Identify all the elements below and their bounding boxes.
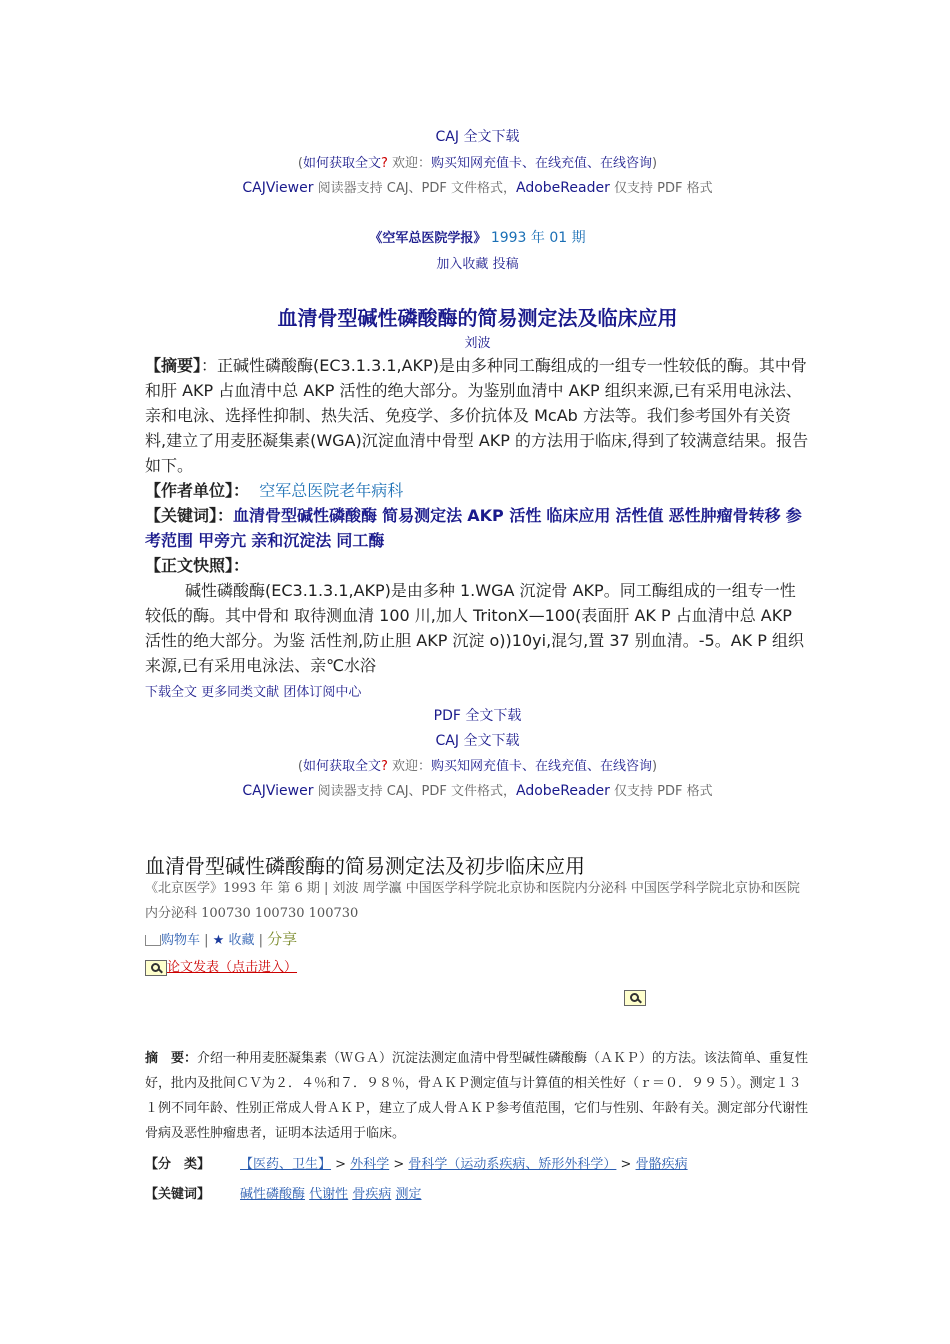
keywords-label: 【关键词】：	[145, 506, 234, 525]
publish-link[interactable]: 论文发表（点击进入）	[167, 960, 298, 975]
abstract2-text: 介绍一种用麦胚凝集素（ＷＧＡ）沉淀法测定血清中骨型碱性磷酸酶（ＡＫＰ）的方法。该法简单、重复性好，批内及批间ＣＶ为２．４％和７．９８％，骨ＡＫＰ测定值与计算值的相关性好（ｒ＝０．９９５）。测定１３１例不同年龄、性别正常成人骨ＡＫＰ，建立了成人骨ＡＫＰ参考值范围，它们与性别、年龄有关。测定部分代谢性骨病及恶性肿瘤患者，证明本法适用于临床。	[145, 1051, 809, 1141]
search-icon[interactable]	[624, 990, 646, 1006]
affiliation-label: 【作者单位】：	[145, 481, 250, 500]
article2-keywords	[145, 1182, 810, 1207]
buy-card-link[interactable]: 购买知网充值卡、在线充值、在线咨询	[431, 759, 653, 774]
favorite-link[interactable]: 收藏	[228, 933, 255, 948]
article2-abstract	[145, 1046, 810, 1146]
category-link[interactable]: 外科学	[350, 1157, 390, 1172]
reader-support-line-2	[145, 780, 810, 799]
journal-actions	[145, 253, 810, 272]
keyword-link[interactable]: 活性值	[615, 506, 664, 525]
abstract-label: 【摘要】	[145, 356, 202, 375]
keyword-link[interactable]: 参考范围	[145, 506, 802, 550]
publish-line	[145, 956, 810, 976]
how-to-get-link[interactable]: 如何获取全文	[302, 759, 381, 774]
keyword-link[interactable]: 临床应用	[546, 506, 611, 525]
adobereader-link[interactable]: AdobeReader	[516, 180, 610, 196]
cajviewer-link[interactable]: CAJViewer	[242, 180, 314, 196]
cart-link[interactable]: 购物车	[161, 933, 201, 948]
paren-open: (	[297, 156, 303, 171]
keyword2-link[interactable]: 碱性磷酸酶	[240, 1187, 306, 1202]
welcome-text: 欢迎：	[387, 759, 432, 774]
caj-download-top[interactable]	[145, 126, 810, 146]
download-full-link[interactable]: 下载全文	[145, 685, 198, 700]
adobereader-link[interactable]: AdobeReader	[516, 783, 610, 799]
article1-title: 血清骨型碱性磷酸酶的简易测定法及临床应用	[277, 306, 678, 330]
snapshot-label: 【正文快照】：	[145, 556, 250, 575]
how-to-get-line	[145, 152, 810, 171]
submit-link[interactable]: 投稿	[492, 257, 519, 272]
affiliation-link[interactable]: 空军总医院老年病科	[259, 481, 404, 500]
question-mark: ?	[380, 759, 388, 774]
keyword2-link[interactable]: 骨疾病	[352, 1187, 392, 1202]
keyword-link[interactable]: 亲和沉淀法	[251, 531, 332, 550]
how-to-get-link[interactable]: 如何获取全文	[302, 156, 381, 171]
article2-actions	[145, 928, 810, 949]
separator: |	[200, 933, 213, 948]
keyword-link[interactable]: 同工酶	[336, 531, 385, 550]
caj-download-mid[interactable]	[145, 730, 810, 750]
star-icon: ★	[212, 933, 225, 948]
category-link[interactable]: 骨科学（运动系疾病、矫形外科学）	[408, 1157, 617, 1172]
share-link[interactable]: 分享	[267, 930, 298, 948]
category-link[interactable]: 骨骼疾病	[635, 1157, 688, 1172]
journal-name-link[interactable]: 《空军总医院学报》	[369, 231, 487, 246]
keywords2-label: 【关键词】	[145, 1187, 211, 1202]
group-subscribe-link[interactable]: 团体订阅中心	[283, 685, 362, 700]
paren-close: )	[652, 759, 658, 774]
category-sep: >	[616, 1157, 636, 1172]
caj-download-link-2[interactable]: CAJ 全文下载	[435, 733, 520, 749]
abstract2-label: 摘 要：	[145, 1051, 198, 1066]
snapshot-label-line	[145, 553, 810, 578]
floating-icon-wrap	[624, 987, 646, 1006]
reader-support-text: 阅读器支持 CAJ、PDF 文件格式，	[313, 784, 517, 799]
cart-icon[interactable]	[145, 935, 161, 946]
article2-category	[145, 1152, 810, 1177]
category-link[interactable]: 【医药、卫生】	[240, 1157, 332, 1172]
how-to-get-line-2	[145, 755, 810, 774]
article1-abstract	[145, 353, 810, 478]
add-favorite-link[interactable]: 加入收藏	[436, 257, 489, 272]
separator: |	[254, 933, 268, 948]
welcome-text: 欢迎：	[387, 156, 432, 171]
keyword-link[interactable]: 甲旁亢	[198, 531, 247, 550]
article1-affiliation	[145, 478, 810, 503]
pdf-only-text: 仅支持 PDF 格式	[609, 784, 713, 799]
cajviewer-link[interactable]: CAJViewer	[242, 783, 314, 799]
question-mark: ?	[380, 156, 388, 171]
paren-open: (	[297, 759, 303, 774]
category-sep: >	[331, 1157, 351, 1172]
paren-close: )	[652, 156, 658, 171]
search-icon[interactable]	[145, 960, 167, 976]
keyword-link[interactable]: AKP 活性	[467, 506, 542, 525]
article2-title: 血清骨型碱性磷酸酶的简易测定法及初步临床应用	[145, 854, 585, 878]
category-sep: >	[389, 1157, 409, 1172]
journal-line	[145, 227, 810, 247]
keyword-link[interactable]: 血清骨型碱性磷酸酶	[233, 506, 378, 525]
category-label: 【分 类】	[145, 1157, 211, 1172]
pdf-only-text: 仅支持 PDF 格式	[609, 181, 713, 196]
pdf-download-link[interactable]: PDF 全文下载	[433, 708, 522, 724]
keyword-link[interactable]: 简易测定法	[382, 506, 463, 525]
reader-support-line	[145, 177, 810, 196]
keyword-link[interactable]: 恶性肿瘤骨转移	[668, 506, 781, 525]
author-link[interactable]: 刘波	[464, 336, 491, 351]
article1-links	[145, 681, 810, 700]
caj-download-link[interactable]: CAJ 全文下载	[435, 129, 520, 145]
snapshot-text: 碱性磷酸酶(EC3.1.3.1,AKP)是由多种 1.WGA 沉淀骨 AKP。同工酶组成的一组专一性较低的酶。其中骨和 取待测血清 100 川,加人 TritonX—100(表面肝 AK P 占血清中总 AKP 活性的绝大部分。为鉴 活性剂,防止胆 AKP 沉淀 o))10yi,混匀,置 37 别血清。-5。AK P 组织来源,已有采用电泳法、亲℃水浴	[145, 581, 804, 675]
pdf-download[interactable]	[145, 705, 810, 725]
buy-card-link[interactable]: 购买知网充值卡、在线充值、在线咨询	[431, 156, 653, 171]
keyword2-link[interactable]: 测定	[395, 1187, 422, 1202]
article2-meta: 《北京医学》1993 年 第 6 期 | 刘波 周学瀛 中国医学科学院北京协和医院内分泌科 中国医学科学院北京协和医院内分泌科 100730 100730 100730	[145, 881, 800, 921]
article1-author[interactable]	[145, 332, 810, 351]
journal-issue[interactable]: 1993 年 01 期	[486, 230, 586, 246]
keyword2-link[interactable]: 代谢性	[309, 1187, 349, 1202]
abstract-text: ：正碱性磷酸酶(EC3.1.3.1,AKP)是由多种同工酶组成的一组专一性较低的酶。其中骨和肝 AKP 占血清中总 AKP 活性的绝大部分。为鉴别血清中 AKP 组织来源,已有采用电泳法、亲和电泳、选择性抑制、热失活、免疫学、多价抗体及 McAb 方法等。我们参考国外有关资料,建立了用麦胚凝集素(WGA)沉淀血清中骨型 AKP 的方法用于临床,得到了较满意结果。报告如下。	[145, 356, 809, 475]
more-similar-link[interactable]: 更多同类文献	[201, 685, 280, 700]
reader-support-text: 阅读器支持 CAJ、PDF 文件格式，	[313, 181, 517, 196]
article1-keywords	[145, 503, 810, 553]
